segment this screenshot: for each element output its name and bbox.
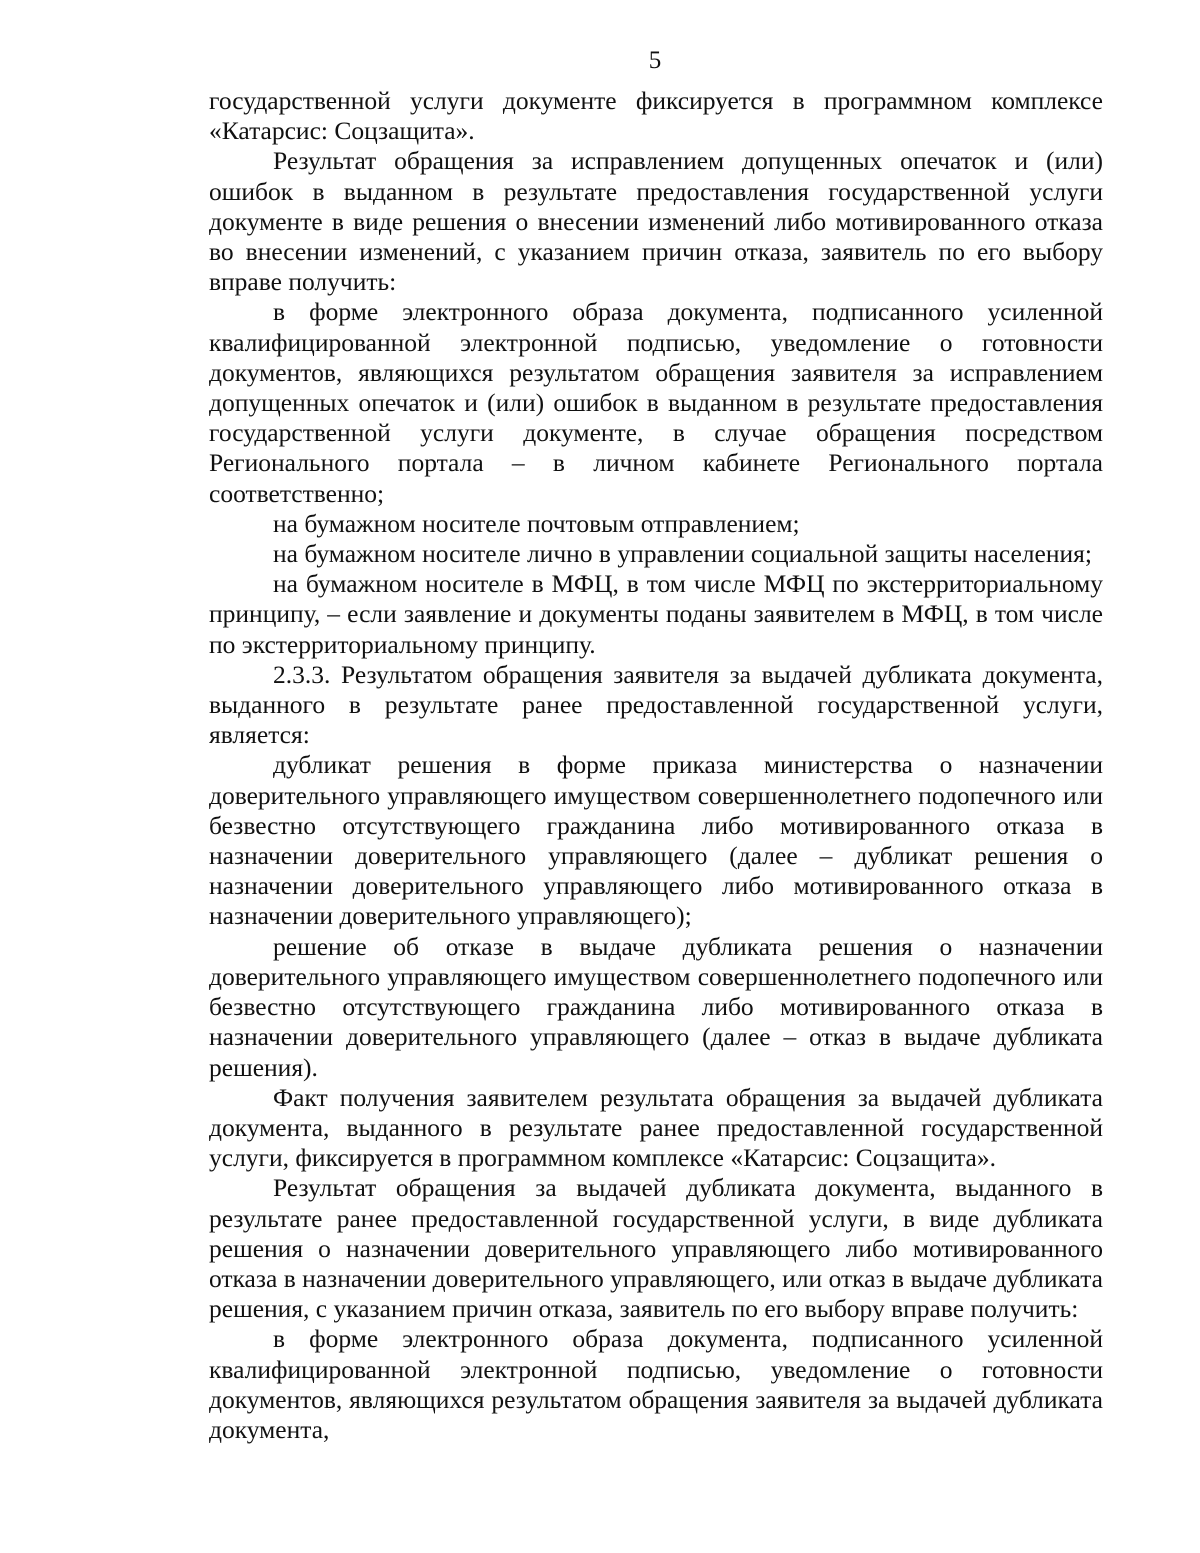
- paragraph-duplicate-decision: дубликат решения в форме приказа министерства о назначении доверительного управляющего имуществом совершеннолетнего подопечного или безвестно отсутствующего гражданина либо мотивированного отказа в назначении доверительного управляющего (далее – дубликат решения о назначении доверительного управляющего либо мотивированного отказа в назначении доверительного управляющего);: [209, 750, 1103, 931]
- paragraph-continuation: государственной услуги документе фиксируется в программном комплексе «Катарсис: Соцзащита».: [209, 86, 1103, 146]
- paragraph-electronic-duplicate: в форме электронного образа документа, подписанного усиленной квалифицированной электронной подписью, уведомление о готовности документов, являющихся результатом обращения заявителя за выдачей дубликата документа,: [209, 1324, 1103, 1444]
- paragraph-duplicate-result: Результат обращения за выдачей дубликата документа, выданного в результате ранее предоставленной государственной услуги, в виде дубликата решения о назначении доверительного управляющего либо мотивированного отказа в назначении доверительного управляющего, или отказ в выдаче дубликата решения, с указанием причин отказа, заявитель по его выбору вправе получить:: [209, 1173, 1103, 1324]
- paragraph-personal-delivery: на бумажном носителе лично в управлении социальной защиты населения;: [273, 539, 1092, 569]
- document-body: [209, 86, 1103, 1445]
- paragraph-mfc-delivery: на бумажном носителе в МФЦ, в том числе МФЦ по экстерриториальному принципу, – если заявление и документы поданы заявителем в МФЦ, в том числе по экстерриториальному принципу.: [209, 569, 1103, 659]
- page-number: 5: [648, 47, 662, 74]
- paragraph-postal-delivery: на бумажном носителе почтовым отправлением;: [273, 508, 800, 538]
- paragraph-duplicate-refusal: решение об отказе в выдаче дубликата решения о назначении доверительного управляющего имуществом совершеннолетнего подопечного или безвестно отсутствующего гражданина либо мотивированного отказа в назначении доверительного управляющего (далее – отказ в выдаче дубликата решения).: [209, 931, 1103, 1082]
- paragraph-electronic-form: в форме электронного образа документа, подписанного усиленной квалифицированной электронной подписью, уведомление о готовности документов, являющихся результатом обращения заявителя за исправлением допущенных опечаток и (или) ошибок в выданном в результате предоставления государственной услуги документе, в случае обращения посредством Регионального портала – в личном кабинете Регионального портала соответственно;: [209, 297, 1103, 508]
- paragraph-receipt-fact: Факт получения заявителем результата обращения за выдачей дубликата документа, выданного в результате ранее предоставленной государственной услуги, фиксируется в программном комплексе «Катарсис: Соцзащита».: [209, 1082, 1103, 1173]
- paragraph-section-2-3-3: 2.3.3. Результатом обращения заявителя за выдачей дубликата документа, выданного в результате ранее предоставленной государственной услуги, является:: [209, 659, 1103, 750]
- paragraph-correction-result: Результат обращения за исправлением допущенных опечаток и (или) ошибок в выданном в результате предоставления государственной услуги документе в виде решения о внесении изменений либо мотивированного отказа во внесении изменений, с указанием причин отказа, заявитель по его выбору вправе получить:: [209, 146, 1103, 297]
